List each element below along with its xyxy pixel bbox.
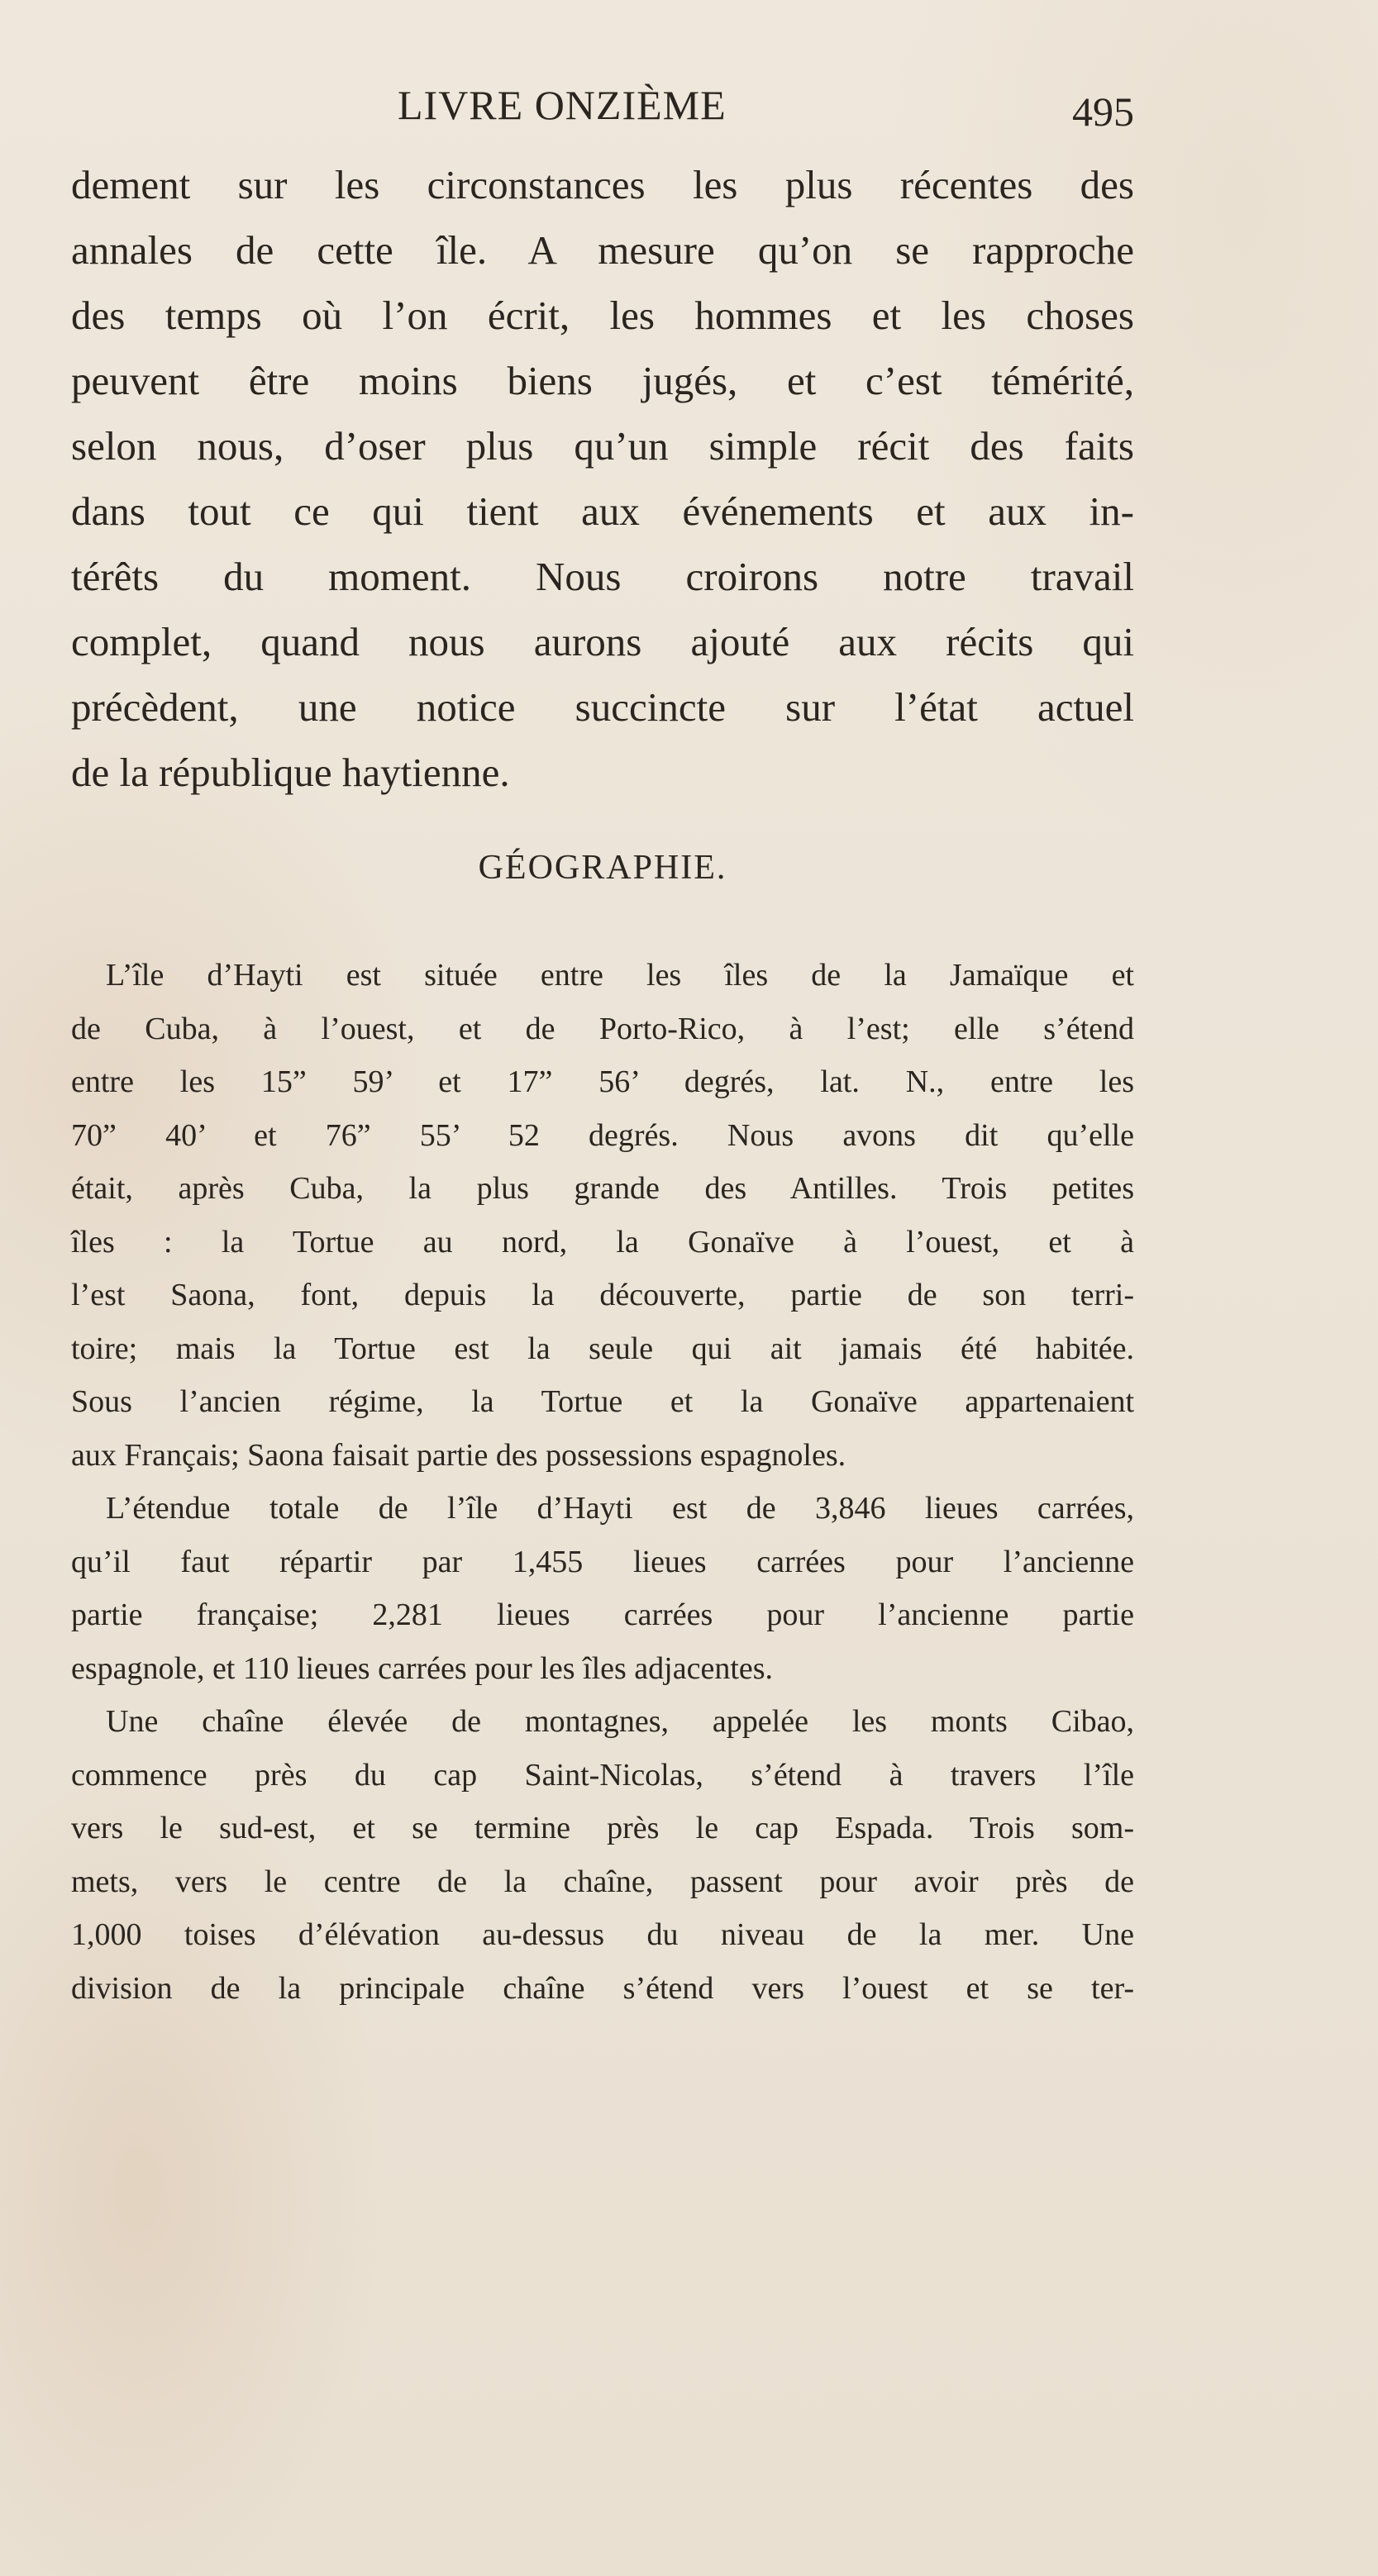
page-number: 495: [1072, 88, 1134, 135]
text-line: dans tout ce qui tient aux événements et aux in-: [71, 488, 1134, 534]
text-line: térêts du moment. Nous croirons notre travail: [71, 554, 1134, 599]
geography-text: [71, 949, 1134, 2015]
text-line: peuvent être moins biens jugés, et c’est témérité,: [71, 358, 1134, 403]
text-line: aux Français; Saona faisait partie des possessions espagnoles.: [71, 1437, 846, 1473]
text-line: 1,000 toises d’élévation au-dessus du niveau de la mer. Une: [71, 1917, 1134, 1952]
text-line: annales de cette île. A mesure qu’on se rapproche: [71, 227, 1134, 273]
intro-paragraph: [71, 152, 1134, 805]
text-line: commence près du cap Saint-Nicolas, s’étend à travers l’île: [71, 1757, 1134, 1793]
text-line: espagnole, et 110 lieues carrées pour les îles adjacentes.: [71, 1650, 774, 1686]
text-line: selon nous, d’oser plus qu’un simple récit des faits: [71, 423, 1134, 469]
text-line: Sous l’ancien régime, la Tortue et la Gonaïve appartenaient: [71, 1384, 1134, 1419]
running-head: LIVRE ONZIÈME: [398, 82, 727, 128]
text-line: dement sur les circonstances les plus récentes des: [71, 162, 1134, 207]
text-line: îles : la Tortue au nord, la Gonaïve à l’ouest, et à: [71, 1224, 1134, 1259]
text-line: qu’il faut répartir par 1,455 lieues carrées pour l’ancienne: [71, 1544, 1134, 1579]
text-line: précèdent, une notice succincte sur l’état actuel: [71, 684, 1134, 730]
text-line: Une chaîne élevée de montagnes, appelée les monts Cibao,: [106, 1704, 1134, 1739]
text-line: L’île d’Hayti est située entre les îles de la Jamaïque et: [106, 958, 1134, 993]
text-line: vers le sud-est, et se termine près le cap Espada. Trois som-: [71, 1811, 1134, 1845]
text-line: toire; mais la Tortue est la seule qui ait jamais été habitée.: [71, 1331, 1134, 1366]
text-line: complet, quand nous aurons ajouté aux récits qui: [71, 619, 1134, 664]
text-line: l’est Saona, font, depuis la découverte, partie de son terri-: [71, 1278, 1134, 1312]
text-line: 70” 40’ et 76” 55’ 52 degrés. Nous avons dit qu’elle: [71, 1117, 1134, 1153]
text-line: L’étendue totale de l’île d’Hayti est de 3,846 lieues carrées,: [106, 1491, 1134, 1526]
text-line: était, après Cuba, la plus grande des Antilles. Trois petites: [71, 1171, 1134, 1206]
text-line: partie française; 2,281 lieues carrées pour l’ancienne partie: [71, 1598, 1134, 1632]
section-title: GÉOGRAPHIE.: [478, 849, 727, 887]
text-line: des temps où l’on écrit, les hommes et les choses: [71, 293, 1134, 338]
text-line: mets, vers le centre de la chaîne, passent pour avoir près de: [71, 1864, 1134, 1899]
text-line: de la république haytienne.: [71, 750, 510, 795]
text-line: entre les 15” 59’ et 17” 56’ degrés, lat. N., entre les: [71, 1064, 1134, 1099]
page-header: [71, 76, 1134, 134]
text-line: de Cuba, à l’ouest, et de Porto-Rico, à l’est; elle s’étend: [71, 1011, 1134, 1046]
text-line: division de la principale chaîne s’étend vers l’ouest et se ter-: [71, 1970, 1134, 2006]
